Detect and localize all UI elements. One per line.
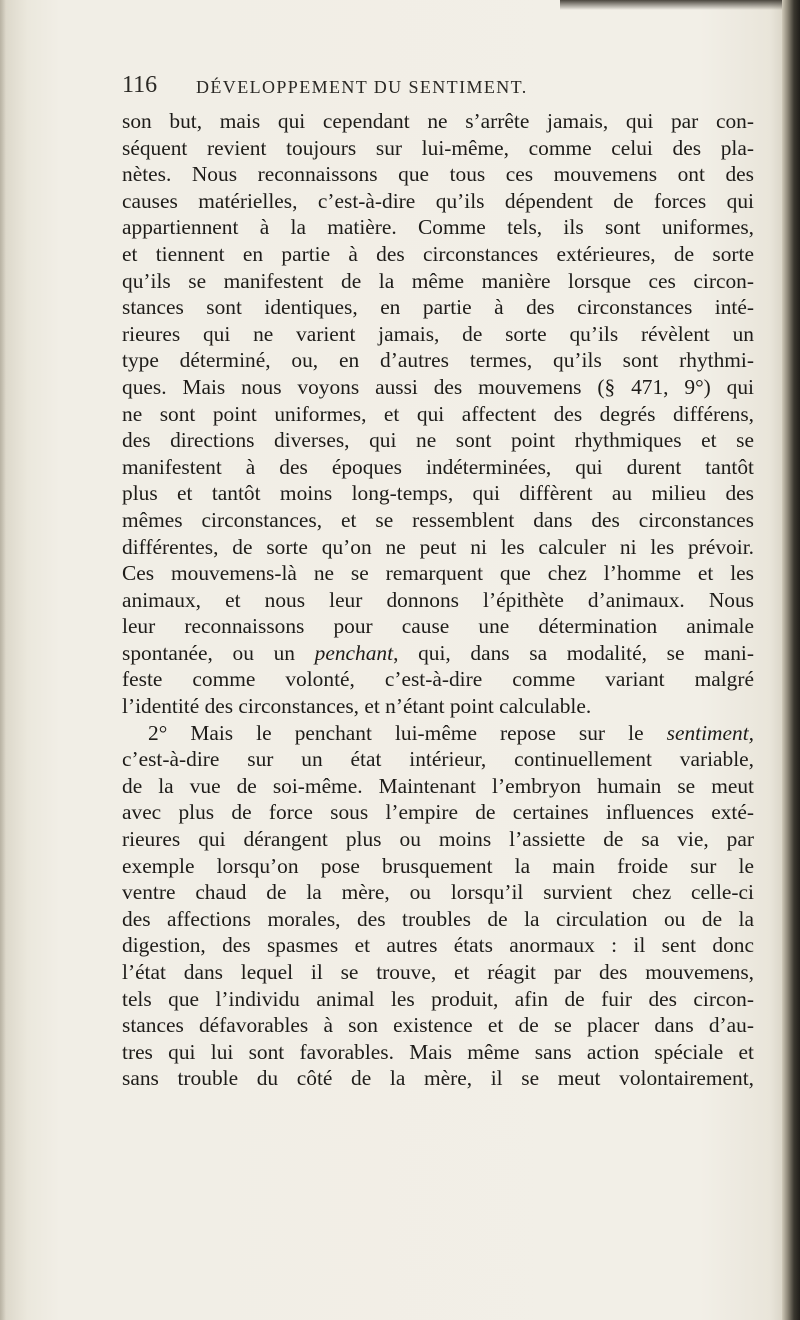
text-line: stances sont identiques, en partie à des circonstances inté- bbox=[122, 295, 754, 320]
text-line: ques. Mais nous voyons aussi des mouvemens (§ 471, 9°) qui bbox=[122, 374, 754, 399]
text-line: tels que l’individu animal les produit, afin de fuir des circon- bbox=[122, 986, 754, 1011]
text-line: qu’ils se manifestent de la même manière lorsque ces circon- bbox=[122, 268, 754, 293]
body-text bbox=[122, 108, 754, 1092]
text-line: l’identité des circonstances, et n’étant point calculable. bbox=[122, 694, 592, 719]
text-line: avec plus de force sous l’empire de certaines influences exté- bbox=[122, 800, 754, 825]
text-line: animaux, et nous leur donnons l’épithète d’animaux. Nous bbox=[122, 587, 754, 612]
text-line: leur reconnaissons pour cause une détermination animale bbox=[122, 614, 754, 639]
text-line: différentes, de sorte qu’on ne peut ni les calculer ni les prévoir. bbox=[122, 534, 754, 559]
text-line: exemple lorsqu’on pose brusquement la main froide sur le bbox=[122, 853, 754, 878]
text-line: stances défavorables à son existence et de se placer dans d’au- bbox=[122, 1013, 754, 1038]
italic-term-penchant: penchant bbox=[314, 640, 394, 665]
page-header bbox=[122, 72, 742, 108]
text-line: son but, mais qui cependant ne s’arrête jamais, qui par con- bbox=[122, 109, 754, 133]
text-line: tres qui lui sont favorables. Mais même sans action spéciale et bbox=[122, 1039, 754, 1064]
page-number: 116 bbox=[122, 72, 158, 98]
text-line: sans trouble du côté de la mère, il se meut volontairement, bbox=[122, 1066, 754, 1091]
text-line: des affections morales, des troubles de la circulation ou de la bbox=[122, 906, 754, 931]
text-line: rieures qui ne varient jamais, de sorte qu’ils révèlent un bbox=[122, 321, 754, 346]
page-left-shadow bbox=[0, 0, 6, 1320]
text-line: digestion, des spasmes et autres états anormaux : il sent donc bbox=[122, 933, 754, 958]
italic-term-sentiment: sentiment, bbox=[666, 720, 754, 745]
text-line: appartiennent à la matière. Comme tels, ils sont uniformes, bbox=[122, 215, 754, 240]
text-line bbox=[122, 640, 754, 667]
text-line: ventre chaud de la mère, ou lorsqu’il survient chez celle-ci bbox=[122, 880, 754, 905]
text-line: manifestent à des époques indéterminées, qui durent tantôt bbox=[122, 454, 754, 479]
text-line bbox=[122, 720, 754, 747]
text-line: des directions diverses, qui ne sont point rhythmiques et se bbox=[122, 428, 754, 453]
text-line: mêmes circonstances, et se ressemblent dans des circonstances bbox=[122, 507, 754, 532]
text-line: et tiennent en partie à des circonstances extérieures, de sorte bbox=[122, 241, 754, 266]
text-line: de la vue de soi-même. Maintenant l’embryon humain se meut bbox=[122, 773, 754, 798]
text-line: feste comme volonté, c’est-à-dire comme variant malgré bbox=[122, 667, 754, 692]
text-line: plus et tantôt moins long-temps, qui diffèrent au milieu des bbox=[122, 481, 754, 506]
text-segment: , qui, dans sa modalité, se mani- bbox=[393, 640, 754, 665]
text-line: rieures qui dérangent plus ou moins l’assiette de sa vie, par bbox=[122, 827, 754, 852]
running-title: DÉVELOPPEMENT DU SENTIMENT. bbox=[196, 77, 528, 97]
text-line: nètes. Nous reconnaissons que tous ces mouvemens ont des bbox=[122, 162, 754, 187]
text-line: ne sont point uniformes, et qui affectent des degrés différens, bbox=[122, 401, 754, 426]
text-line: causes matérielles, c’est-à-dire qu’ils dépendent de forces qui bbox=[122, 188, 754, 213]
text-line: séquent revient toujours sur lui-même, comme celui des pla- bbox=[122, 135, 754, 160]
page-binding-edge bbox=[782, 0, 800, 1320]
text-segment: spontanée, ou un bbox=[122, 640, 295, 665]
text-line: c’est-à-dire sur un état intérieur, continuellement variable, bbox=[122, 747, 754, 772]
page-top-shadow bbox=[560, 0, 800, 10]
text-segment: 2° Mais le penchant lui-même repose sur le bbox=[148, 720, 644, 745]
text-line: type déterminé, ou, en d’autres termes, qu’ils sont rhythmi- bbox=[122, 348, 754, 373]
text-line: Ces mouvemens-là ne se remarquent que chez l’homme et les bbox=[122, 561, 754, 586]
text-line: l’état dans lequel il se trouve, et réagit par des mouvemens, bbox=[122, 960, 754, 984]
